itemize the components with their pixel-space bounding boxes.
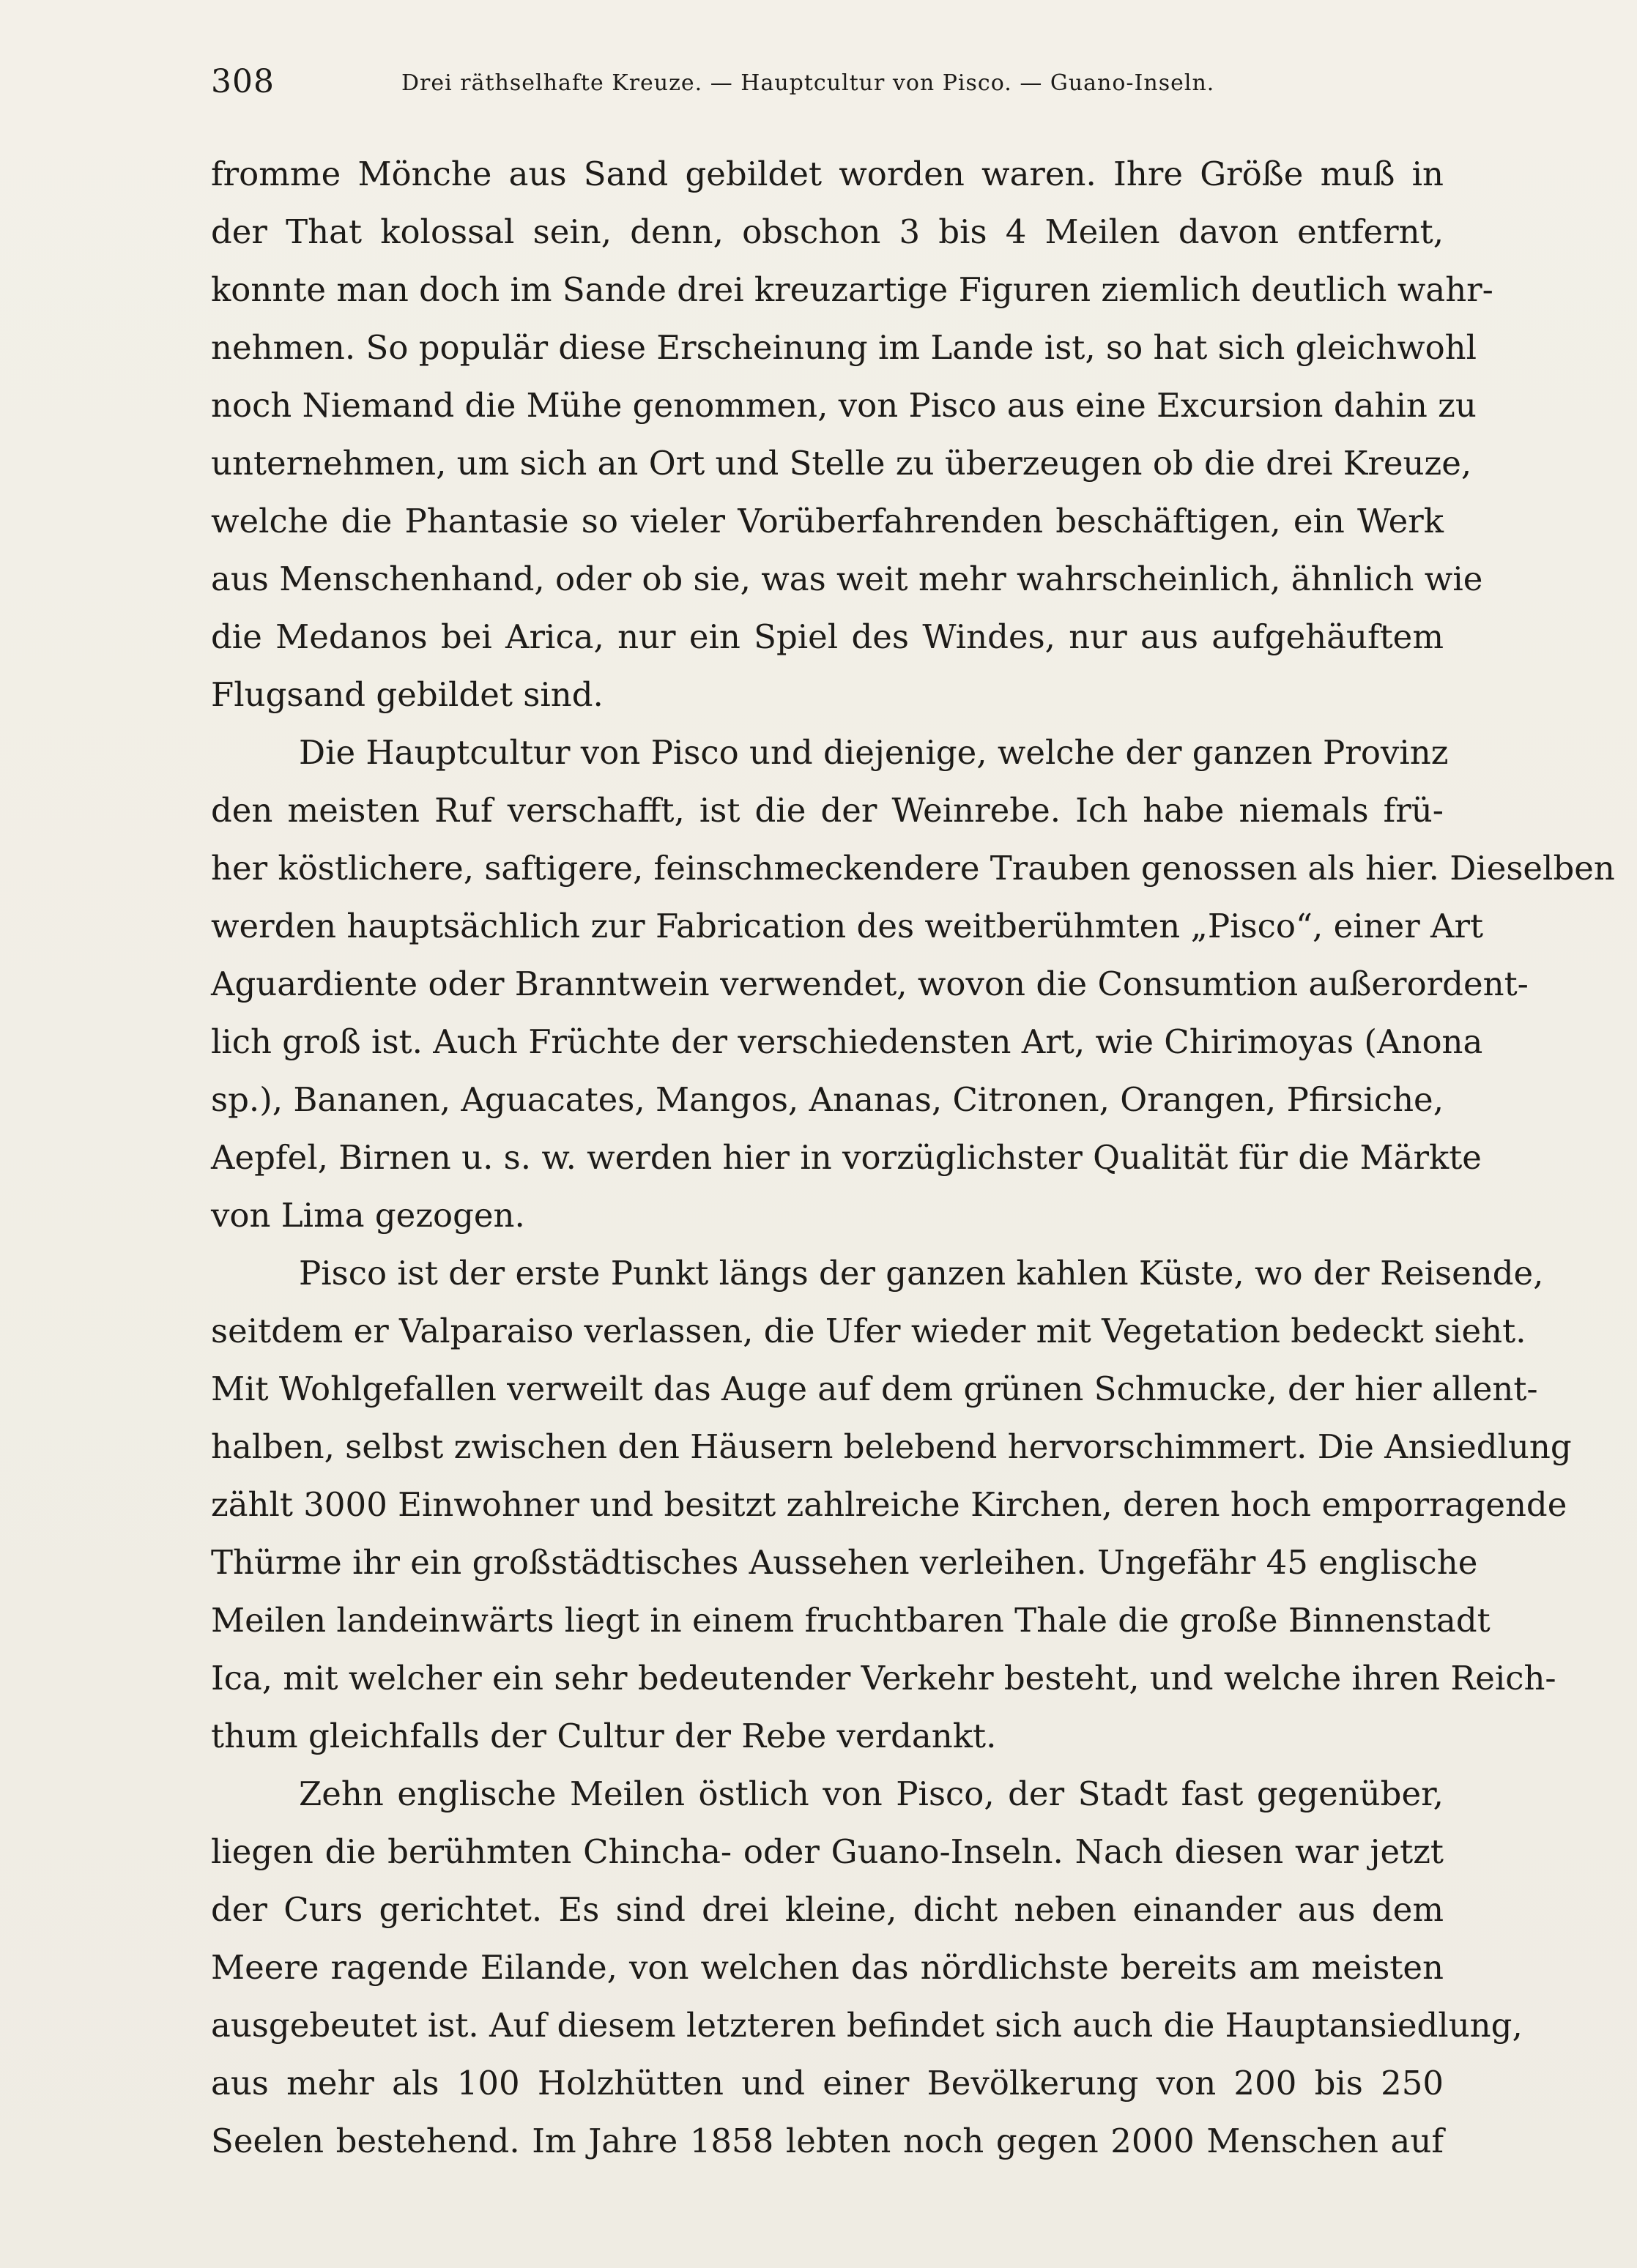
text-line: thum gleichfalls der Cultur der Rebe verdankt. — [211, 1717, 997, 1755]
text-line: Meilen landeinwärts liegt in einem fruchtbaren Thale die große Binnenstadt — [211, 1601, 1491, 1640]
text-line: Seelen bestehend. Im Jahre 1858 lebten noch gegen 2000 Menschen auf — [211, 2122, 1444, 2160]
text-line: die Medanos bei Arica, nur ein Spiel des Windes, nur aus aufgehäuftem — [211, 617, 1444, 656]
paragraph-4 — [211, 1765, 1523, 2170]
paragraph-1 — [211, 145, 1493, 724]
page-header — [211, 60, 1456, 104]
text-line: aus Menschenhand, oder ob sie, was weit mehr wahrscheinlich, ähnlich wie — [211, 559, 1483, 598]
text-line: Ica, mit welcher ein sehr bedeutender Verkehr besteht, und welche ihren Reich- — [211, 1659, 1556, 1698]
body-text — [211, 145, 1615, 2170]
text-line: noch Niemand die Mühe genommen, von Pisco aus eine Excursion dahin zu — [211, 386, 1477, 425]
text-line: fromme Mönche aus Sand gebildet worden waren. Ihre Größe muß in — [211, 155, 1444, 193]
text-line: nehmen. So populär diese Erscheinung im Lande ist, so hat sich gleichwohl — [211, 328, 1477, 367]
paragraph-3 — [211, 1244, 1572, 1765]
text-line: her köstlichere, saftigere, feinschmeckendere Trauben genossen als hier. Dieselben — [211, 849, 1615, 888]
page-number: 308 — [211, 63, 275, 100]
text-line: der Curs gerichtet. Es sind drei kleine, dicht neben einander aus dem — [211, 1890, 1444, 1929]
text-line: halben, selbst zwischen den Häusern belebend hervorschimmert. Die Ansiedlung — [211, 1427, 1572, 1466]
running-title: Drei räthselhafte Kreuze. — Hauptcultur von Pisco. — Guano-Inseln. — [401, 70, 1215, 96]
text-line: den meisten Ruf verschafft, ist die der Weinrebe. Ich habe niemals frü- — [211, 791, 1444, 830]
text-line: unternehmen, um sich an Ort und Stelle zu überzeugen ob die drei Kreuze, — [211, 444, 1472, 483]
text-line: von Lima gezogen. — [211, 1196, 525, 1235]
text-line: Zehn englische Meilen östlich von Pisco, der Stadt fast gegenüber, — [299, 1774, 1444, 1813]
text-line: der That kolossal sein, denn, obschon 3 bis 4 Meilen davon entfernt, — [211, 212, 1444, 251]
text-line: konnte man doch im Sande drei kreuzartige Figuren ziemlich deutlich wahr- — [211, 270, 1493, 309]
text-line: werden hauptsächlich zur Fabrication des weitberühmten „Pisco“, einer Art — [211, 907, 1484, 945]
text-line: sp.), Bananen, Aguacates, Mangos, Ananas, Citronen, Orangen, Pfirsiche, — [211, 1080, 1444, 1119]
text-line: liegen die berühmten Chincha- oder Guano-Inseln. Nach diesen war jetzt — [211, 1832, 1444, 1871]
text-line: seitdem er Valparaiso verlassen, die Ufer wieder mit Vegetation bedeckt sieht. — [211, 1312, 1526, 1350]
text-line: Pisco ist der erste Punkt längs der ganzen kahlen Küste, wo der Reisende, — [299, 1254, 1544, 1293]
text-line: Die Hauptcultur von Pisco und diejenige, welche der ganzen Provinz — [299, 733, 1449, 772]
text-line: Aepfel, Birnen u. s. w. werden hier in vorzüglichster Qualität für die Märkte — [211, 1138, 1482, 1177]
text-line: ausgebeutet ist. Auf diesem letzteren befindet sich auch die Hauptansiedlung, — [211, 2006, 1523, 2045]
text-line: Meere ragende Eilande, von welchen das nördlichste bereits am meisten — [211, 1948, 1444, 1987]
text-line: aus mehr als 100 Holzhütten und einer Bevölkerung von 200 bis 250 — [211, 2064, 1444, 2102]
paragraph-2 — [211, 724, 1615, 1244]
text-line: lich groß ist. Auch Früchte der verschiedensten Art, wie Chirimoyas (Anona — [211, 1022, 1483, 1061]
text-line: welche die Phantasie so vieler Vorüberfahrenden beschäftigen, ein Werk — [211, 502, 1444, 540]
text-line: Flugsand gebildet sind. — [211, 675, 604, 714]
text-line: Mit Wohlgefallen verweilt das Auge auf dem grünen Schmucke, der hier allent- — [211, 1369, 1538, 1408]
text-line: Aguardiente oder Branntwein verwendet, wovon die Consumtion außerordent- — [211, 964, 1529, 1003]
text-line: Thürme ihr ein großstädtisches Aussehen verleihen. Ungefähr 45 englische — [211, 1543, 1478, 1582]
text-line: zählt 3000 Einwohner und besitzt zahlreiche Kirchen, deren hoch emporragende — [211, 1485, 1567, 1524]
